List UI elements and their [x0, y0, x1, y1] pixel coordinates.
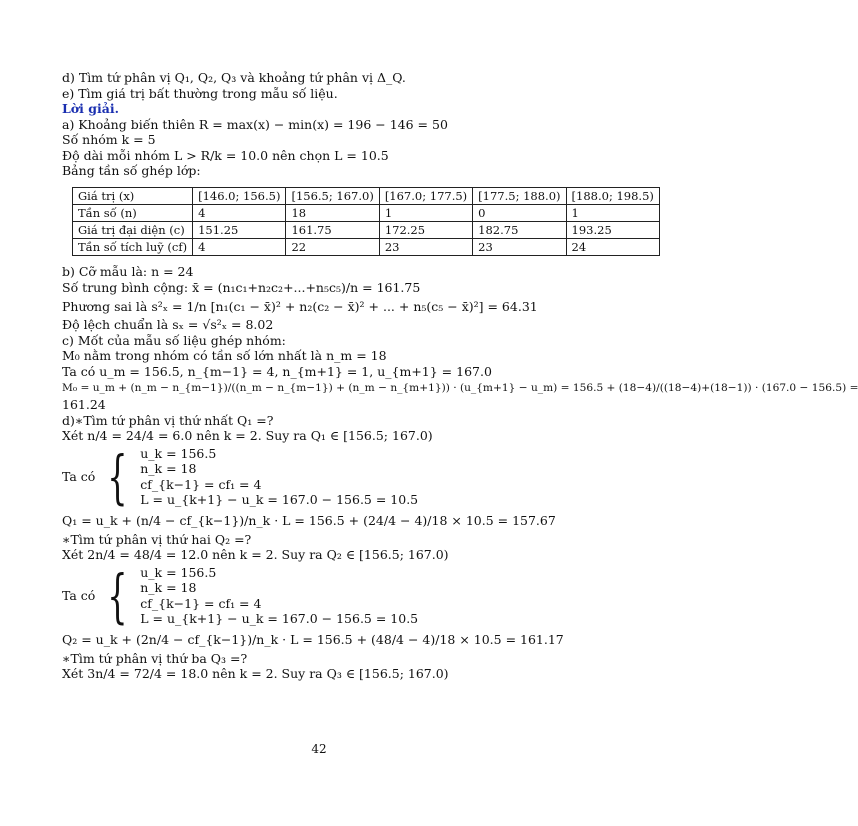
- table-cell: 22: [286, 238, 379, 255]
- std-dev-line: Độ lệch chuẩn là sₓ = √s²ₓ = 8.02: [62, 317, 274, 332]
- table-cell: 172.25: [379, 221, 472, 238]
- table-cell: Giá trị đại diện (c): [73, 221, 193, 238]
- q1-result-line: Q₁ = u_k + (n/4 − cf_{k−1})/n_k · L = 156.5 + (24/4 − 4)/18 × 10.5 = 157.67: [62, 512, 556, 528]
- group-count-line: Số nhóm k = 5: [62, 132, 156, 147]
- table-cell: Tần số (n): [73, 204, 193, 221]
- q2-heading: ∗Tìm tứ phân vị thứ hai Q₂ =?: [62, 531, 252, 547]
- mode-group-line: M₀ nằm trong nhóm có tần số lớn nhất là n_m = 18: [62, 348, 387, 363]
- table-cell: 151.25: [193, 221, 286, 238]
- table-cell: 193.25: [566, 221, 659, 238]
- table-cell: [146.0; 156.5): [193, 187, 286, 204]
- q2-result-line: Q₂ = u_k + (2n/4 − cf_{k−1})/n_k · L = 156.5 + (48/4 − 4)/18 × 10.5 = 161.17: [62, 631, 564, 647]
- table-cell: [177.5; 188.0): [473, 187, 566, 204]
- system-label: Ta có: [62, 588, 96, 603]
- system-row: L = u_{k+1} − u_k = 167.0 − 156.5 = 10.5: [140, 492, 419, 507]
- table-row: [73, 204, 660, 221]
- table-cell: 161.75: [286, 221, 379, 238]
- table-caption: Bảng tần số ghép lớp:: [62, 163, 201, 178]
- table-row: [73, 187, 660, 204]
- sample-size-line: b) Cỡ mẫu là: n = 24: [62, 263, 194, 279]
- system-label: Ta có: [62, 469, 96, 484]
- mode-formula-line: M₀ = u_m + (n_m − n_{m−1})/((n_m − n_{m−1}) + (n_m − n_{m+1})) · (u_{m+1} − u_m) = 156.5 + (18−4)/((18−4)+(18−1)) · (167.0 − 156.5) =: [62, 382, 858, 394]
- table-row: [73, 221, 660, 238]
- system-row: u_k = 156.5: [140, 445, 217, 461]
- table-cell: 0: [473, 204, 566, 221]
- left-brace-icon: {: [107, 561, 128, 630]
- table-cell: [167.0; 177.5): [379, 187, 472, 204]
- question-e: e) Tìm giá trị bất thường trong mẫu số liệu.: [62, 85, 338, 101]
- frequency-table: [72, 187, 660, 256]
- system-row: n_k = 18: [140, 461, 197, 476]
- variance-line: Phương sai là s²ₓ = 1/n [n₁(c₁ − x̄)² + n₂(c₂ − x̄)² + ... + n₅(c₅ − x̄)²] = 64.31: [62, 299, 538, 314]
- q2-position-line: Xét 2n/4 = 48/4 = 12.0 nên k = 2. Suy ra Q₂ ∈ [156.5; 167.0): [62, 547, 449, 562]
- mode-heading: c) Mốt của mẫu số liệu ghép nhóm:: [62, 332, 286, 348]
- q1-position-line: Xét n/4 = 24/4 = 6.0 nên k = 2. Suy ra Q₁ ∈ [156.5; 167.0): [62, 428, 433, 443]
- group-width-line: Độ dài mỗi nhóm L > R/k = 10.0 nên chọn L = 10.5: [62, 147, 389, 163]
- q3-position-line: Xét 3n/4 = 72/4 = 18.0 nên k = 2. Suy ra Q₃ ∈ [156.5; 167.0): [62, 666, 449, 681]
- mode-params-line: Ta có u_m = 156.5, n_{m−1} = 4, n_{m+1} = 1, u_{m+1} = 167.0: [62, 363, 492, 379]
- table-cell: 4: [193, 204, 286, 221]
- table-cell: 18: [286, 204, 379, 221]
- q3-heading: ∗Tìm tứ phân vị thứ ba Q₃ =?: [62, 650, 248, 666]
- mean-line: Số trung bình cộng: x̄ = (n₁c₁+n₂c₂+...+n₅c₅)/n = 161.75: [62, 280, 421, 295]
- table-cell: 1: [566, 204, 659, 221]
- page-number: 42: [311, 742, 327, 756]
- table-cell: [156.5; 167.0): [286, 187, 379, 204]
- solution-heading: Lời giải.: [62, 101, 119, 116]
- system-row: u_k = 156.5: [140, 564, 217, 580]
- document-page: [62, 70, 858, 682]
- table-cell: 23: [379, 238, 472, 255]
- table-cell: 23: [473, 238, 566, 255]
- left-brace-icon: {: [107, 442, 128, 511]
- table-row: [73, 238, 660, 255]
- question-d: d) Tìm tứ phân vị Q₁, Q₂, Q₃ và khoảng tứ phân vị Δ_Q.: [62, 70, 406, 85]
- system-row: cf_{k−1} = cf₁ = 4: [140, 476, 262, 492]
- table-cell: 24: [566, 238, 659, 255]
- mode-result-line: 161.24: [62, 397, 106, 412]
- system-row: cf_{k−1} = cf₁ = 4: [140, 595, 262, 611]
- table-cell: Tần số tích luỹ (cf): [73, 238, 193, 255]
- q1-heading: d)∗Tìm tứ phân vị thứ nhất Q₁ =?: [62, 412, 274, 428]
- equation-system-q1: [62, 442, 578, 511]
- table-cell: [188.0; 198.5): [566, 187, 659, 204]
- table-cell: Giá trị (x): [73, 187, 193, 204]
- system-row: n_k = 18: [140, 580, 197, 595]
- table-cell: 1: [379, 204, 472, 221]
- equation-system-q2: [62, 561, 578, 630]
- table-cell: 182.75: [473, 221, 566, 238]
- system-row: L = u_{k+1} − u_k = 167.0 − 156.5 = 10.5: [140, 611, 419, 626]
- range-line: a) Khoảng biến thiên R = max(x) − min(x) = 196 − 146 = 50: [62, 116, 448, 132]
- table-cell: 4: [193, 238, 286, 255]
